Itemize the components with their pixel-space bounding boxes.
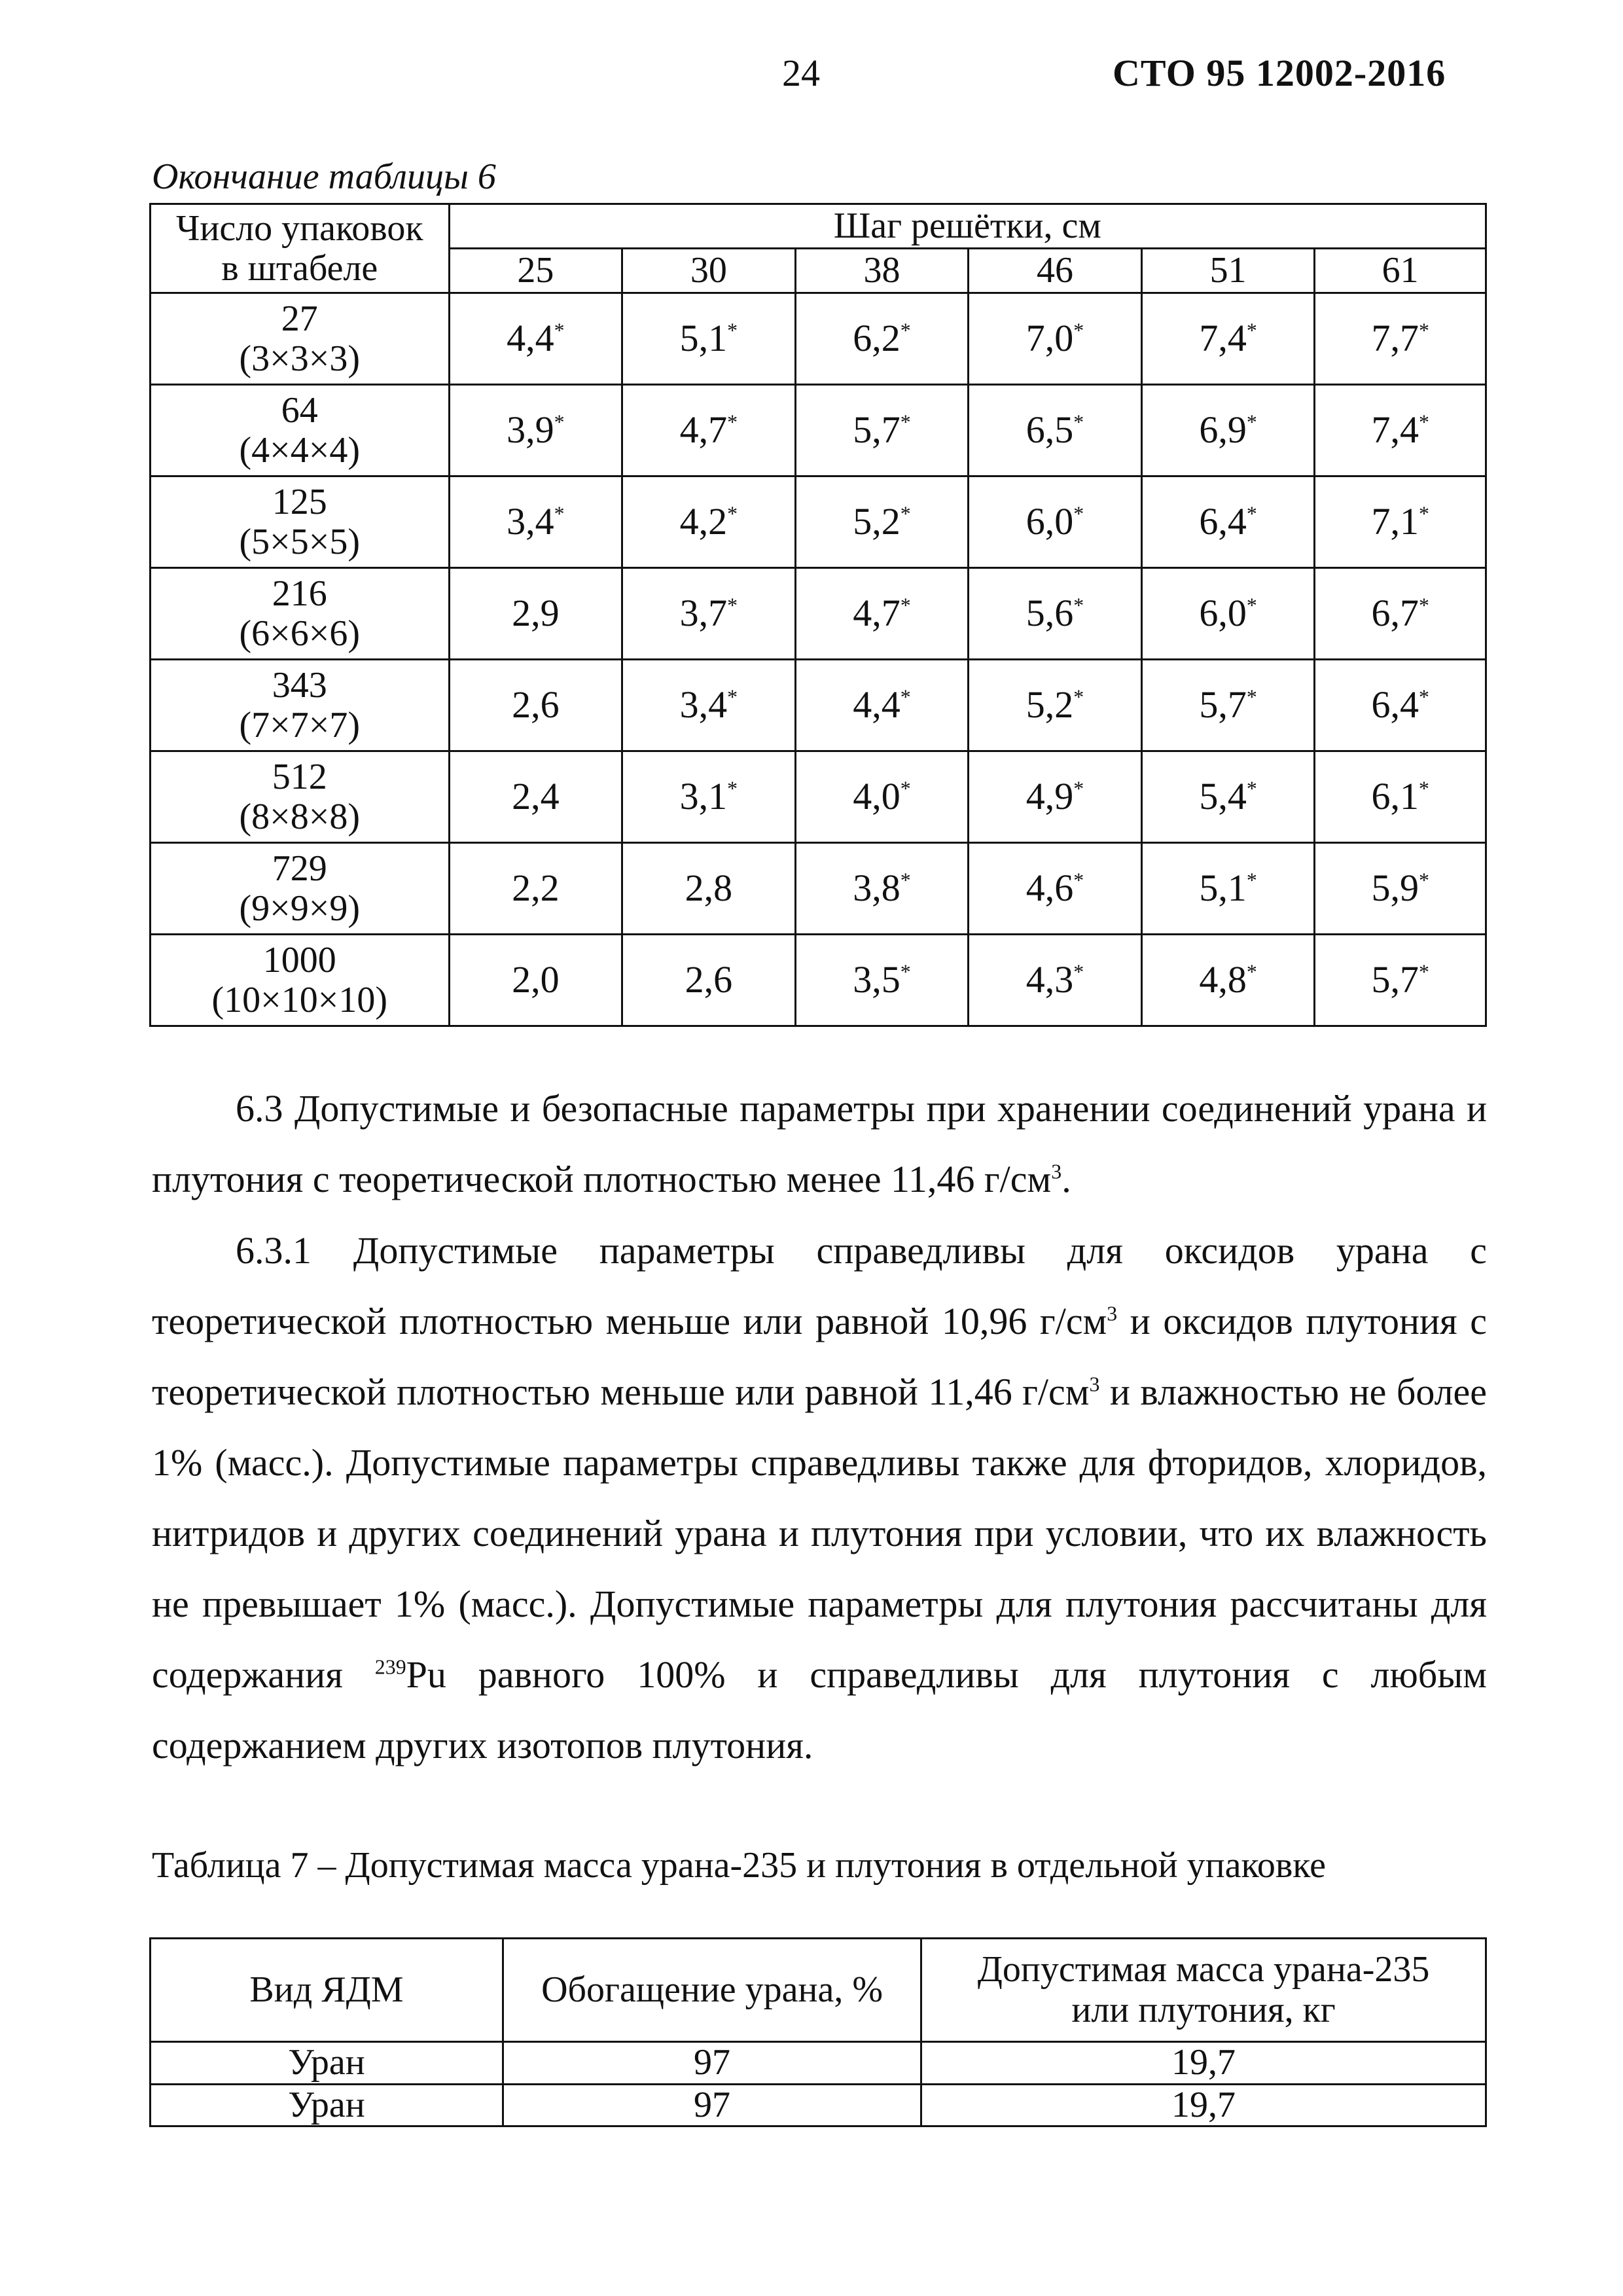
value-asterisk: *: [900, 502, 911, 526]
value: 6,2: [853, 317, 901, 360]
value: 4,2: [679, 500, 728, 543]
package-count-cell: [151, 935, 450, 1026]
value: 5,2: [853, 500, 901, 543]
value-cell: [969, 385, 1142, 476]
table-row: [151, 935, 1486, 1026]
package-count: 64: [281, 390, 318, 431]
table-row: [151, 385, 1486, 476]
package-count-cell: [151, 751, 450, 843]
table-row: [151, 568, 1486, 660]
value-cell: [1141, 476, 1315, 568]
s631-part4: Pu равного 100% и справедливы для плутония с любым содержанием других изотопов плутония.: [152, 1653, 1487, 1767]
t7-type-cell: Уран: [151, 2084, 503, 2126]
s631-sup2: 3: [1089, 1372, 1100, 1396]
value-asterisk: *: [900, 777, 911, 800]
value-cell: [449, 843, 622, 935]
value-cell: [1315, 568, 1486, 660]
table7-caption: Таблица 7 – Допустимая масса урана-235 и плутония в отдельной упаковке: [152, 1845, 1326, 1886]
value: 7,4: [1371, 408, 1419, 452]
value-cell: [1315, 385, 1486, 476]
s631-part2: и оксидов плутония с теоретической плотностью меньше или равной 11,46 г/см: [152, 1300, 1488, 1413]
value-asterisk: *: [554, 319, 565, 342]
value-asterisk: *: [1246, 502, 1257, 526]
value-cell: [1315, 476, 1486, 568]
value-cell: [1141, 751, 1315, 843]
package-count: 729: [272, 848, 327, 889]
value: 6,0: [1199, 592, 1247, 635]
table-row: [151, 2042, 1486, 2085]
value-asterisk: *: [900, 869, 911, 892]
value-cell: [1141, 843, 1315, 935]
value: 6,9: [1199, 408, 1247, 452]
table-6: [149, 203, 1487, 1027]
value: 3,1: [679, 775, 728, 818]
value: 2,6: [685, 958, 733, 1001]
value-cell: [449, 660, 622, 751]
column-header: 61: [1315, 249, 1486, 293]
value-cell: [969, 568, 1142, 660]
value-cell: [969, 935, 1142, 1026]
value-cell: [1315, 843, 1486, 935]
value-asterisk: *: [1418, 319, 1429, 342]
value-cell: [1315, 751, 1486, 843]
row-header-line2: в штабеле: [221, 247, 378, 289]
section-6-3-sup: 3: [1051, 1160, 1062, 1183]
value: 2,6: [512, 683, 560, 726]
s631-sup3: 239: [374, 1655, 406, 1679]
value-cell: [622, 935, 796, 1026]
value-asterisk: *: [727, 319, 738, 342]
package-count-cell: [151, 293, 450, 385]
package-count-cell: [151, 660, 450, 751]
column-header: 25: [449, 249, 622, 293]
table-7: [149, 1937, 1487, 2127]
value-cell: [795, 385, 969, 476]
value-cell: [449, 293, 622, 385]
value-cell: [969, 660, 1142, 751]
value-cell: [449, 568, 622, 660]
value-cell: [795, 935, 969, 1026]
document-id: СТО 95 12002-2016: [1113, 52, 1446, 94]
value-cell: [969, 476, 1142, 568]
value-asterisk: *: [1418, 777, 1429, 800]
page-number: 24: [782, 52, 820, 94]
t7-enrichment-cell: 97: [503, 2042, 921, 2085]
value: 3,4: [507, 500, 554, 543]
value-cell: [795, 660, 969, 751]
value-asterisk: *: [1246, 319, 1257, 342]
t7-header-enrichment: Обогащение урана, %: [503, 1939, 921, 2042]
value-cell: [1315, 935, 1486, 1026]
value-cell: [1315, 660, 1486, 751]
value-asterisk: *: [1418, 410, 1429, 434]
package-count: 512: [272, 757, 327, 798]
value-cell: [969, 751, 1142, 843]
value: 4,3: [1026, 958, 1074, 1001]
table-row: [151, 476, 1486, 568]
value: 3,7: [679, 592, 728, 635]
column-header: 51: [1141, 249, 1315, 293]
table-row: [151, 2084, 1486, 2126]
value-asterisk: *: [1073, 319, 1084, 342]
value: 7,1: [1371, 500, 1419, 543]
value-cell: [795, 843, 969, 935]
package-count-cell: [151, 385, 450, 476]
package-count: 216: [272, 573, 327, 615]
value: 5,1: [1199, 867, 1247, 910]
value-cell: [622, 385, 796, 476]
value: 5,9: [1371, 867, 1419, 910]
value-asterisk: *: [900, 594, 911, 617]
value: 2,9: [512, 592, 560, 635]
value-cell: [1141, 385, 1315, 476]
value: 4,4: [507, 317, 554, 360]
package-count-cell: [151, 476, 450, 568]
package-dims: (4×4×4): [239, 429, 360, 471]
value-cell: [795, 751, 969, 843]
value-cell: [1141, 660, 1315, 751]
value: 2,4: [512, 775, 560, 818]
value: 4,7: [679, 408, 728, 452]
value: 5,7: [853, 408, 901, 452]
value-cell: [1141, 935, 1315, 1026]
column-header: 30: [622, 249, 796, 293]
group-header: Шаг решётки, см: [449, 204, 1486, 249]
t7-header-mass: Допустимая масса урана-235 или плутония, кг: [921, 1939, 1486, 2042]
package-count-cell: [151, 568, 450, 660]
value: 6,5: [1026, 408, 1074, 452]
value: 5,4: [1199, 775, 1247, 818]
value: 3,9: [507, 408, 554, 452]
value-cell: [622, 751, 796, 843]
value: 5,2: [1026, 683, 1074, 726]
t7-mass-cell: 19,7: [921, 2042, 1486, 2085]
value-cell: [969, 293, 1142, 385]
table-row: [151, 293, 1486, 385]
value-cell: [795, 293, 969, 385]
row-header-line1: Число упаковок: [175, 208, 423, 249]
package-count-cell: [151, 843, 450, 935]
s631-sup1: 3: [1107, 1302, 1118, 1325]
value-cell: [622, 293, 796, 385]
value-cell: [449, 385, 622, 476]
value-asterisk: *: [1418, 594, 1429, 617]
package-dims: (9×9×9): [239, 888, 360, 929]
value-asterisk: *: [1073, 869, 1084, 892]
value-asterisk: *: [900, 410, 911, 434]
value-asterisk: *: [1246, 960, 1257, 984]
value: 6,7: [1371, 592, 1419, 635]
value: 7,7: [1371, 317, 1419, 360]
value-cell: [622, 568, 796, 660]
value-asterisk: *: [1073, 777, 1084, 800]
t7-enrichment-cell: 97: [503, 2084, 921, 2126]
value: 4,7: [853, 592, 901, 635]
section-6-3-text: 6.3 Допустимые и безопасные параметры при хранении соединений урана и плутония с теоретической плотностью менее 11,46 г/см: [152, 1087, 1487, 1200]
value-asterisk: *: [1073, 960, 1084, 984]
value-asterisk: *: [900, 319, 911, 342]
value: 7,0: [1026, 317, 1074, 360]
package-count: 343: [272, 665, 327, 706]
package-dims: (8×8×8): [239, 796, 360, 837]
value-cell: [1141, 568, 1315, 660]
value-asterisk: *: [1246, 685, 1257, 709]
value-asterisk: *: [727, 594, 738, 617]
s631-part1: 6.3.1 Допустимые параметры справедливы для оксидов урана с теоретической плотностью меньше или равной 10,96 г/см: [152, 1229, 1487, 1342]
value: 5,7: [1371, 958, 1419, 1001]
column-header: 38: [795, 249, 969, 293]
table-row: [151, 660, 1486, 751]
value: 6,1: [1371, 775, 1419, 818]
value-cell: [622, 843, 796, 935]
value: 3,5: [853, 958, 901, 1001]
value-asterisk: *: [1073, 502, 1084, 526]
value: 3,8: [853, 867, 901, 910]
value-asterisk: *: [727, 685, 738, 709]
value-asterisk: *: [1418, 960, 1429, 984]
value-cell: [449, 751, 622, 843]
value-cell: [449, 935, 622, 1026]
value: 4,0: [853, 775, 901, 818]
value: 4,4: [853, 683, 901, 726]
section-6-3: [152, 1073, 1487, 1215]
value-asterisk: *: [1073, 594, 1084, 617]
value: 3,4: [679, 683, 728, 726]
value-asterisk: *: [727, 502, 738, 526]
package-count: 125: [272, 482, 327, 523]
row-header: [151, 204, 450, 293]
value-asterisk: *: [1418, 502, 1429, 526]
column-header: 46: [969, 249, 1142, 293]
package-dims: (6×6×6): [239, 613, 360, 654]
value-asterisk: *: [727, 777, 738, 800]
value-asterisk: *: [1246, 594, 1257, 617]
t7-mass-cell: 19,7: [921, 2084, 1486, 2126]
package-dims: (7×7×7): [239, 704, 360, 745]
t7-type-cell: Уран: [151, 2042, 503, 2085]
value: 4,9: [1026, 775, 1074, 818]
value-asterisk: *: [1246, 777, 1257, 800]
value-asterisk: *: [900, 685, 911, 709]
value-cell: [1141, 293, 1315, 385]
value-cell: [795, 568, 969, 660]
value-cell: [622, 476, 796, 568]
value: 2,8: [685, 867, 733, 910]
value-asterisk: *: [554, 410, 565, 434]
value: 6,4: [1371, 683, 1419, 726]
value: 6,0: [1026, 500, 1074, 543]
value-cell: [969, 843, 1142, 935]
table-row: [151, 751, 1486, 843]
value-asterisk: *: [1246, 410, 1257, 434]
value: 5,1: [679, 317, 728, 360]
value-cell: [622, 660, 796, 751]
value-asterisk: *: [900, 960, 911, 984]
table6-caption: Окончание таблицы 6: [152, 156, 496, 197]
package-dims: (3×3×3): [239, 338, 360, 379]
section-6-3-1: [152, 1215, 1487, 1781]
package-count: 1000: [262, 940, 336, 981]
value-cell: [449, 476, 622, 568]
value-asterisk: *: [1418, 685, 1429, 709]
value-asterisk: *: [1418, 869, 1429, 892]
value: 2,2: [512, 867, 560, 910]
value-asterisk: *: [554, 502, 565, 526]
package-count: 27: [281, 298, 318, 340]
value: 4,6: [1026, 867, 1074, 910]
package-dims: (5×5×5): [239, 521, 360, 562]
s631-part3: и влажностью не более 1% (масс.). Допустимые параметры справедливы также для фторидов, хлоридов, нитридов и других соединений урана и плутония при условии, что их влажность не превышает 1% (масс.). Допустимые параметры для плутония рассчитаны для содержания: [152, 1371, 1487, 1696]
value: 7,4: [1199, 317, 1247, 360]
value-cell: [1315, 293, 1486, 385]
value: 4,8: [1199, 958, 1247, 1001]
value-cell: [795, 476, 969, 568]
section-6-3-end: .: [1061, 1158, 1071, 1200]
value-asterisk: *: [1073, 410, 1084, 434]
value: 5,6: [1026, 592, 1074, 635]
t7-header-type: Вид ЯДМ: [151, 1939, 503, 2042]
value: 2,0: [512, 958, 560, 1001]
table-row: [151, 843, 1486, 935]
package-dims: (10×10×10): [211, 979, 387, 1020]
value-asterisk: *: [1246, 869, 1257, 892]
value: 6,4: [1199, 500, 1247, 543]
value-asterisk: *: [727, 410, 738, 434]
value: 5,7: [1199, 683, 1247, 726]
value-asterisk: *: [1073, 685, 1084, 709]
